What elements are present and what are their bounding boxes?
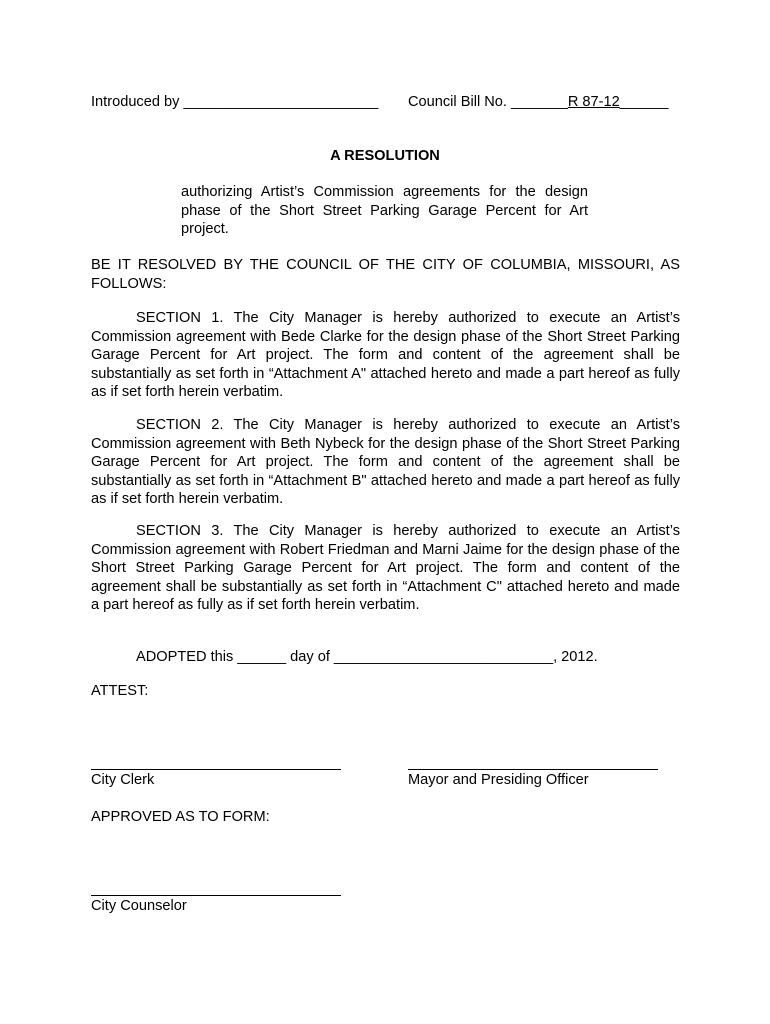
adopted-line: ADOPTED this ______ day of ___________________________, 2012. — [136, 649, 598, 665]
section-3-paragraph: SECTION 3. The City Manager is hereby authorized to execute an Artist’s Commission agreement with Robert Friedman and Marni Jaime for the design phase of the Short Street Parking Garage Percent for Art project. The form and content of the agreement shall be substantially as set forth in “Attachment C" attached hereto and made a part hereof as fully as if set forth herein verbatim. — [91, 523, 680, 613]
council-bill-label: Council Bill No. _______ — [408, 94, 568, 110]
section-1-paragraph: SECTION 1. The City Manager is hereby authorized to execute an Artist’s Commission agreement with Bede Clarke for the design phase of the Short Street Parking Garage Percent for Art project. The form and content of the agreement shall be substantially as set forth in “Attachment A" attached hereto and made a part hereof as fully as if set forth herein verbatim. — [91, 310, 680, 400]
city-clerk-signature-line — [91, 769, 341, 770]
city-counselor-signature-line — [91, 895, 341, 896]
resolved-clause: BE IT RESOLVED BY THE COUNCIL OF THE CITY OF COLUMBIA, MISSOURI, AS FOLLOWS: — [91, 257, 680, 292]
approved-as-to-form-label: APPROVED AS TO FORM: — [91, 809, 270, 825]
introduced-by-line: Introduced by ________________________ — [91, 94, 379, 110]
section-2-paragraph: SECTION 2. The City Manager is hereby authorized to execute an Artist’s Commission agreement with Beth Nybeck for the design phase of the Short Street Parking Garage Percent for Art project. The form and content of the agreement shall be substantially as set forth in “Attachment B" attached hereto and made a part hereof as fully as if set forth herein verbatim. — [91, 417, 680, 507]
council-bill-trailing-blank: ______ — [619, 94, 669, 110]
mayor-signature-line — [408, 769, 658, 770]
document-title: A RESOLUTION — [330, 148, 440, 164]
council-bill-line — [408, 94, 668, 110]
mayor-label: Mayor and Presiding Officer — [408, 772, 589, 788]
city-counselor-label: City Counselor — [91, 898, 187, 914]
city-clerk-label: City Clerk — [91, 772, 155, 788]
attest-label: ATTEST: — [91, 683, 149, 699]
council-bill-number: R 87-12 — [567, 94, 620, 110]
resolution-purpose: authorizing Artist’s Commission agreements for the design phase of the Short Street Parking Garage Percent for Art project. — [181, 184, 588, 237]
